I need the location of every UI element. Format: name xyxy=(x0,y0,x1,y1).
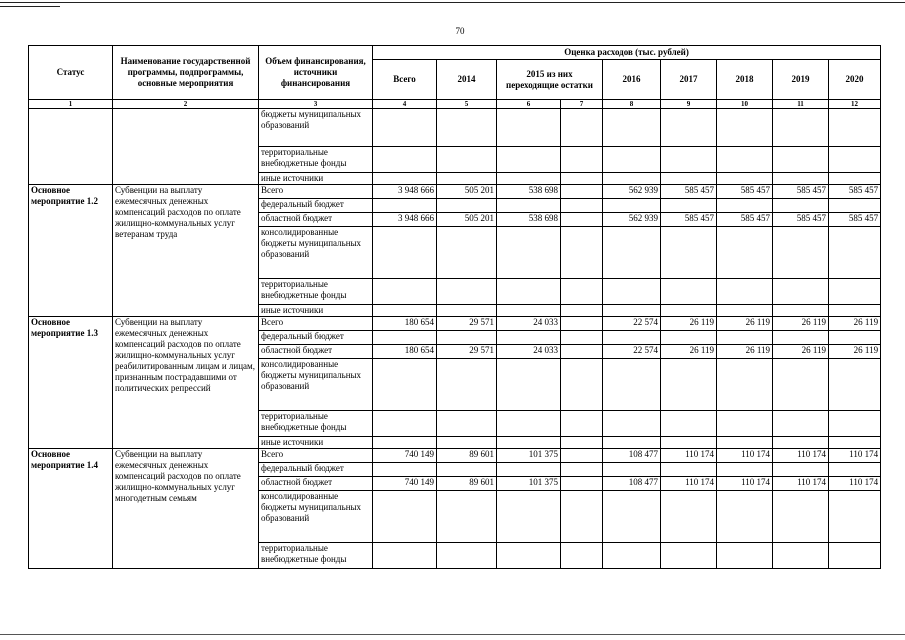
header-2017: 2017 xyxy=(661,60,717,100)
value-cell xyxy=(373,279,437,305)
value-cell xyxy=(829,491,881,543)
value-cell: 562 939 xyxy=(603,185,661,199)
value-cell xyxy=(497,463,561,477)
value-cell xyxy=(561,199,603,213)
value-cell xyxy=(373,437,437,449)
value-cell: 180 654 xyxy=(373,317,437,331)
value-cell: 89 601 xyxy=(437,477,497,491)
status-cell: Основное мероприятие 1.4 xyxy=(29,449,113,569)
value-cell xyxy=(373,173,437,185)
value-cell xyxy=(373,227,437,279)
value-cell xyxy=(603,331,661,345)
value-cell: 585 457 xyxy=(661,185,717,199)
value-cell xyxy=(717,437,773,449)
source-label: консолидированные бюджеты муниципальных образований xyxy=(259,491,373,543)
value-cell xyxy=(661,543,717,569)
value-cell: 180 654 xyxy=(373,345,437,359)
source-label: федеральный бюджет xyxy=(259,199,373,213)
column-number: 8 xyxy=(603,100,661,109)
value-cell: 89 601 xyxy=(437,449,497,463)
budget-table xyxy=(28,45,881,569)
value-cell xyxy=(437,109,497,147)
source-label: иные источники xyxy=(259,305,373,317)
value-cell xyxy=(773,331,829,345)
header-name: Наименование государственной программы, подпрограммы, основные мероприятия xyxy=(113,46,259,100)
value-cell xyxy=(829,359,881,411)
column-numbers-row xyxy=(29,100,881,109)
value-cell: 108 477 xyxy=(603,449,661,463)
value-cell xyxy=(829,227,881,279)
source-label: бюджеты муниципальных образований xyxy=(259,109,373,147)
value-cell xyxy=(373,331,437,345)
value-cell: 26 119 xyxy=(661,317,717,331)
value-cell xyxy=(661,279,717,305)
value-cell xyxy=(773,305,829,317)
page-number: 70 xyxy=(455,26,465,36)
value-cell xyxy=(717,543,773,569)
source-label: иные источники xyxy=(259,437,373,449)
header-2019: 2019 xyxy=(773,60,829,100)
scan-edge-top-left xyxy=(0,6,60,7)
value-cell xyxy=(437,227,497,279)
value-cell xyxy=(661,359,717,411)
status-cell-empty xyxy=(29,109,113,185)
value-cell xyxy=(497,147,561,173)
value-cell xyxy=(561,411,603,437)
table-row xyxy=(29,449,881,463)
value-cell xyxy=(717,491,773,543)
value-cell: 110 174 xyxy=(773,449,829,463)
value-cell xyxy=(773,411,829,437)
value-cell xyxy=(373,147,437,173)
value-cell: 538 698 xyxy=(497,213,561,227)
value-cell xyxy=(603,359,661,411)
value-cell xyxy=(661,227,717,279)
header-2014: 2014 xyxy=(437,60,497,100)
source-label: Всего xyxy=(259,185,373,199)
value-cell: 26 119 xyxy=(717,345,773,359)
source-label: территориальные внебюджетные фонды xyxy=(259,147,373,173)
value-cell xyxy=(497,359,561,411)
value-cell xyxy=(661,305,717,317)
value-cell xyxy=(829,109,881,147)
value-cell xyxy=(661,437,717,449)
value-cell xyxy=(717,227,773,279)
scan-edge-bottom xyxy=(0,634,905,635)
column-number: 7 xyxy=(561,100,603,109)
column-number: 5 xyxy=(437,100,497,109)
value-cell xyxy=(773,491,829,543)
value-cell xyxy=(603,199,661,213)
value-cell xyxy=(603,491,661,543)
value-cell xyxy=(773,147,829,173)
value-cell xyxy=(717,279,773,305)
value-cell xyxy=(497,173,561,185)
value-cell: 26 119 xyxy=(661,345,717,359)
value-cell xyxy=(829,463,881,477)
source-label: территориальные внебюджетные фонды xyxy=(259,543,373,569)
value-cell: 3 948 666 xyxy=(373,213,437,227)
value-cell xyxy=(717,359,773,411)
value-cell xyxy=(437,199,497,213)
value-cell xyxy=(773,437,829,449)
scan-edge-top xyxy=(0,2,905,3)
value-cell xyxy=(497,305,561,317)
column-number: 4 xyxy=(373,100,437,109)
value-cell: 3 948 666 xyxy=(373,185,437,199)
source-label: иные источники xyxy=(259,173,373,185)
value-cell xyxy=(603,543,661,569)
column-number: 11 xyxy=(773,100,829,109)
value-cell xyxy=(373,359,437,411)
value-cell xyxy=(773,279,829,305)
value-cell xyxy=(437,331,497,345)
table-row xyxy=(29,109,881,147)
source-label: областной бюджет xyxy=(259,345,373,359)
value-cell: 585 457 xyxy=(773,185,829,199)
value-cell xyxy=(661,331,717,345)
value-cell: 110 174 xyxy=(773,477,829,491)
value-cell xyxy=(497,279,561,305)
value-cell xyxy=(717,411,773,437)
value-cell xyxy=(773,359,829,411)
value-cell xyxy=(497,109,561,147)
value-cell xyxy=(717,109,773,147)
value-cell xyxy=(661,463,717,477)
header-2016: 2016 xyxy=(603,60,661,100)
value-cell xyxy=(603,463,661,477)
value-cell xyxy=(717,463,773,477)
value-cell: 585 457 xyxy=(661,213,717,227)
status-cell: Основное мероприятие 1.3 xyxy=(29,317,113,449)
header-2020: 2020 xyxy=(829,60,881,100)
measure-name-cell: Субвенции на выплату ежемесячных денежных компенсаций расходов по оплате жилищно-коммунальных услуг реабилитированным лицам и лицам, признанным пострадавшими от политических репрессий xyxy=(113,317,259,449)
measure-name-cell: Субвенции на выплату ежемесячных денежных компенсаций расходов по оплате жилищно-коммунальных услуг ветеранам труда xyxy=(113,185,259,317)
value-cell: 585 457 xyxy=(829,213,881,227)
value-cell xyxy=(373,463,437,477)
source-label: Всего xyxy=(259,449,373,463)
value-cell: 26 119 xyxy=(773,317,829,331)
source-label: областной бюджет xyxy=(259,213,373,227)
table-row xyxy=(29,317,881,331)
column-number: 6 xyxy=(497,100,561,109)
name-cell-empty xyxy=(113,109,259,185)
value-cell xyxy=(561,109,603,147)
value-cell: 26 119 xyxy=(829,317,881,331)
value-cell: 585 457 xyxy=(717,213,773,227)
value-cell xyxy=(717,331,773,345)
value-cell xyxy=(561,185,603,199)
value-cell xyxy=(561,227,603,279)
value-cell xyxy=(717,173,773,185)
value-cell xyxy=(829,199,881,213)
value-cell xyxy=(603,147,661,173)
column-number: 10 xyxy=(717,100,773,109)
value-cell xyxy=(829,331,881,345)
value-cell xyxy=(773,543,829,569)
value-cell xyxy=(561,279,603,305)
value-cell xyxy=(373,109,437,147)
value-cell xyxy=(497,437,561,449)
value-cell xyxy=(437,463,497,477)
value-cell xyxy=(829,173,881,185)
value-cell: 24 033 xyxy=(497,345,561,359)
value-cell xyxy=(373,411,437,437)
value-cell xyxy=(717,199,773,213)
value-cell xyxy=(773,109,829,147)
value-cell: 740 149 xyxy=(373,449,437,463)
value-cell xyxy=(437,359,497,411)
value-cell xyxy=(561,345,603,359)
column-number: 3 xyxy=(259,100,373,109)
value-cell: 110 174 xyxy=(661,477,717,491)
header-status: Статус xyxy=(29,46,113,100)
value-cell xyxy=(561,491,603,543)
value-cell xyxy=(561,317,603,331)
value-cell xyxy=(661,147,717,173)
table-row xyxy=(29,185,881,199)
value-cell xyxy=(497,411,561,437)
value-cell xyxy=(829,147,881,173)
value-cell: 24 033 xyxy=(497,317,561,331)
value-cell xyxy=(561,173,603,185)
value-cell xyxy=(561,331,603,345)
value-cell: 585 457 xyxy=(717,185,773,199)
value-cell: 26 119 xyxy=(829,345,881,359)
value-cell xyxy=(437,411,497,437)
value-cell xyxy=(603,173,661,185)
value-cell xyxy=(561,463,603,477)
value-cell xyxy=(661,491,717,543)
value-cell xyxy=(561,359,603,411)
value-cell xyxy=(373,491,437,543)
status-cell: Основное мероприятие 1.2 xyxy=(29,185,113,317)
measure-name-cell: Субвенции на выплату ежемесячных денежных компенсаций расходов по оплате жилищно-коммунальных услуг многодетным семьям xyxy=(113,449,259,569)
column-number: 2 xyxy=(113,100,259,109)
value-cell: 505 201 xyxy=(437,185,497,199)
value-cell xyxy=(561,147,603,173)
value-cell xyxy=(561,449,603,463)
column-number: 9 xyxy=(661,100,717,109)
source-label: территориальные внебюджетные фонды xyxy=(259,411,373,437)
value-cell xyxy=(717,147,773,173)
value-cell xyxy=(829,411,881,437)
value-cell: 22 574 xyxy=(603,317,661,331)
source-label: консолидированные бюджеты муниципальных образований xyxy=(259,359,373,411)
source-label: федеральный бюджет xyxy=(259,331,373,345)
source-label: областной бюджет xyxy=(259,477,373,491)
value-cell xyxy=(437,147,497,173)
value-cell: 101 375 xyxy=(497,477,561,491)
value-cell xyxy=(497,331,561,345)
value-cell: 29 571 xyxy=(437,345,497,359)
header-2018: 2018 xyxy=(717,60,773,100)
value-cell xyxy=(603,305,661,317)
value-cell xyxy=(561,477,603,491)
value-cell xyxy=(773,463,829,477)
value-cell xyxy=(603,227,661,279)
value-cell xyxy=(661,109,717,147)
value-cell xyxy=(437,279,497,305)
value-cell xyxy=(603,411,661,437)
value-cell: 740 149 xyxy=(373,477,437,491)
value-cell xyxy=(373,543,437,569)
value-cell xyxy=(437,305,497,317)
value-cell: 108 477 xyxy=(603,477,661,491)
column-number: 1 xyxy=(29,100,113,109)
value-cell: 26 119 xyxy=(773,345,829,359)
value-cell xyxy=(497,543,561,569)
value-cell xyxy=(661,199,717,213)
value-cell: 101 375 xyxy=(497,449,561,463)
value-cell xyxy=(497,199,561,213)
value-cell xyxy=(373,199,437,213)
value-cell xyxy=(773,227,829,279)
value-cell xyxy=(773,173,829,185)
value-cell xyxy=(437,173,497,185)
source-label: федеральный бюджет xyxy=(259,463,373,477)
value-cell: 26 119 xyxy=(717,317,773,331)
value-cell xyxy=(661,411,717,437)
value-cell xyxy=(661,173,717,185)
value-cell xyxy=(497,491,561,543)
value-cell xyxy=(603,109,661,147)
source-label: консолидированные бюджеты муниципальных образований xyxy=(259,227,373,279)
value-cell xyxy=(773,199,829,213)
header-2015: 2015 из них переходящие остатки xyxy=(497,60,603,100)
value-cell: 585 457 xyxy=(829,185,881,199)
value-cell xyxy=(829,437,881,449)
value-cell xyxy=(561,437,603,449)
value-cell xyxy=(717,305,773,317)
header-estimate: Оценка расходов (тыс. рублей) xyxy=(373,46,881,60)
value-cell: 110 174 xyxy=(829,477,881,491)
value-cell: 110 174 xyxy=(717,449,773,463)
value-cell: 29 571 xyxy=(437,317,497,331)
value-cell xyxy=(497,227,561,279)
value-cell: 538 698 xyxy=(497,185,561,199)
source-label: территориальные внебюджетные фонды xyxy=(259,279,373,305)
value-cell xyxy=(437,543,497,569)
header-volume: Объем финансирования, источники финансирования xyxy=(259,46,373,100)
value-cell xyxy=(603,437,661,449)
value-cell: 110 174 xyxy=(829,449,881,463)
value-cell xyxy=(829,543,881,569)
value-cell xyxy=(437,437,497,449)
value-cell xyxy=(829,305,881,317)
value-cell: 110 174 xyxy=(717,477,773,491)
value-cell xyxy=(437,491,497,543)
value-cell xyxy=(829,279,881,305)
value-cell xyxy=(561,305,603,317)
value-cell xyxy=(561,543,603,569)
value-cell xyxy=(561,213,603,227)
value-cell: 110 174 xyxy=(661,449,717,463)
value-cell: 585 457 xyxy=(773,213,829,227)
value-cell xyxy=(373,305,437,317)
column-number: 12 xyxy=(829,100,881,109)
value-cell xyxy=(603,279,661,305)
value-cell: 22 574 xyxy=(603,345,661,359)
value-cell: 505 201 xyxy=(437,213,497,227)
value-cell: 562 939 xyxy=(603,213,661,227)
header-total: Всего xyxy=(373,60,437,100)
source-label: Всего xyxy=(259,317,373,331)
